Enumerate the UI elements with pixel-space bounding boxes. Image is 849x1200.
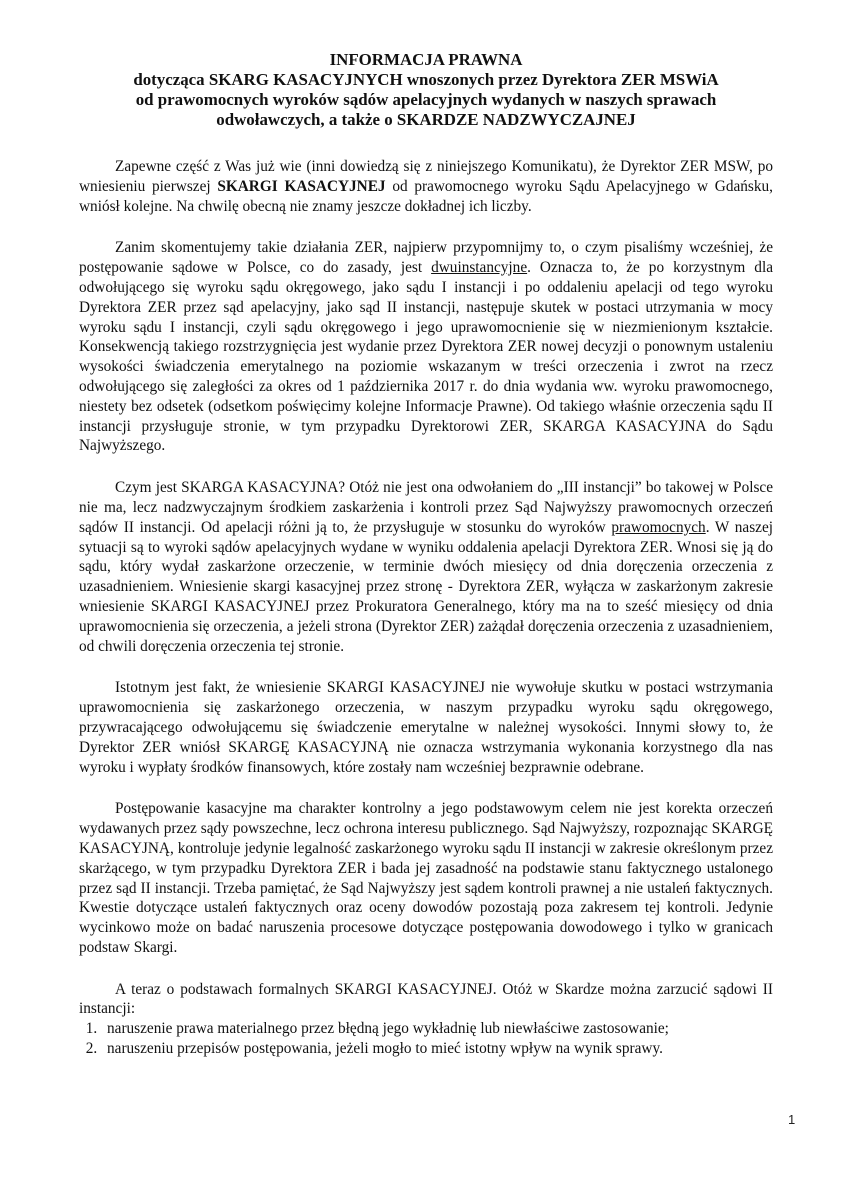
paragraph-1 [79, 157, 773, 216]
paragraph-2-text-a: Zanim skomentujemy takie działania ZER, najpierw przypomnijmy to, o czym pisaliśmy wcześniej, że postępowanie sądowe w Polsce, co do zasady, jest [79, 239, 773, 277]
paragraph-2-underlined: dwuinstancyjne [431, 259, 528, 277]
paragraph-3 [79, 478, 773, 656]
document-body [79, 157, 773, 1059]
grounds-list [79, 1019, 773, 1059]
title-line-2: dotycząca SKARG KASACYJNYCH wnoszonych przez Dyrektora ZER MSWiA [133, 70, 719, 89]
document-page [79, 50, 773, 1059]
list-item: 2. naruszeniu przepisów postępowania, jeżeli mogło to mieć istotny wpływ na wynik sprawy. [101, 1039, 773, 1059]
list-item: 1. naruszenie prawa materialnego przez błędną jego wykładnię lub niewłaściwe zastosowanie; [101, 1019, 773, 1039]
paragraph-1-text-c: od prawomocnego wyroku Sądu Apelacyjnego w Gdańsku, wniósł kolejne. Na chwilę obecną nie znamy jeszcze dokładnej ich liczby. [79, 177, 773, 215]
paragraph-3-text-b: . W naszej sytuacji są to wyroki sądów apelacyjnych wydane w wyniku oddalenia apelacji Dyrektora ZER. Wnosi się ją do sądu, który wydał zaskarżone orzeczenie, w terminie dwóch miesięcy od dnia doręczenia orzeczenia z uzasadnieniem. Wniesienie skargi kasacyjnej przez stronę - Dyrektora ZER, wyłącza w zaskarżonym zakresie wniesienie SKARGI KASACYJNEJ przez Prokuratora Generalnego, który ma na to sześć miesięcy od dnia uprawomocnienia się orzeczenia, a jeżeli strona (Dyrektor ZER) zażądał doręczenia orzeczenia z uzasadnieniem, od chwili doręczenia orzeczenia tej stronie. [79, 518, 773, 655]
paragraph-4: Istotnym jest fakt, że wniesienie SKARGI KASACYJNEJ nie wywołuje skutku w postaci wstrzymania uprawomocnienia się zaskarżonego orzeczenia, w naszym przypadku wyroku sądu okręgowego, przywracającego odwołującemu się świadczenie emerytalne w należnej wysokości. Innymi słowy to, że Dyrektor ZER wniósł SKARGĘ KASACYJNĄ nie oznacza wstrzymania wykonania korzystnego dla nas wyroku i wypłaty środków finansowych, które zostały nam wcześniej bezprawnie odebrane. [79, 679, 773, 776]
paragraph-2 [79, 238, 773, 456]
page-number: 1 [788, 1112, 796, 1127]
paragraph-1-text-a: Zapewne część z Was już wie (inni dowiedzą się z niniejszego Komunikatu), że Dyrektor ZER MSW, po wniesieniu pierwszej [79, 158, 773, 195]
paragraph-5: Postępowanie kasacyjne ma charakter kontrolny a jego podstawowym celem nie jest korekta orzeczeń wydawanych przez sądy powszechne, lecz ochrona interesu publicznego. Sąd Najwyższy, rozpoznając SKARGĘ KASACYJNĄ, kontroluje jedynie legalność zaskarżonego wyroku sądu II instancji w zakresie określonym przez skarżącego, w tym przypadku Dyrektora ZER i bada jej zasadność na podstawie stanu faktycznego ustalonego przez sąd II instancji. Trzeba pamiętać, że Sąd Najwyższy jest sądem kontroli prawnej a nie ustaleń faktycznych. Kwestie dotyczące ustaleń faktycznych oraz oceny dowodów pozostają poza zakresem tej kontroli. Jedynie wycinkowo może on badać naruszenia procesowe dotyczące postępowania dowodowego i tylko w granicach podstaw Skargi. [79, 800, 773, 956]
paragraph-1-bold: SKARGI KASACYJNEJ [217, 177, 386, 195]
title-line-4: odwoławczych, a także o SKARDZE NADZWYCZAJNEJ [216, 110, 636, 129]
document-title [79, 50, 773, 130]
title-line-3: od prawomocnych wyroków sądów apelacyjnych wydanych w naszych sprawach [135, 90, 717, 109]
paragraph-6: A teraz o podstawach formalnych SKARGI KASACYJNEJ. Otóż w Skardze można zarzucić sądowi II instancji: [79, 980, 773, 1018]
paragraph-3-underlined: prawomocnych [611, 518, 706, 536]
paragraph-2-text-b: . Oznacza to, że po korzystnym dla odwołującego się wyroku sądu okręgowego, jako sądu I instancji i po oddaleniu apelacji od tego wyroku Dyrektora ZER przez sąd apelacyjny, jako sąd II instancji, następuje skutek w postaci utrzymania w mocy wyroku sądu I instancji, czyli sądu okręgowego i jego uprawomocnienie się w niezmienionym kształcie. Konsekwencją takiego rozstrzygnięcia jest wydanie przez Dyrektora ZER nowej decyzji o ponownym ustaleniu wysokości świadczenia emerytalnego na poziomie wskazanym w treści orzeczenia i zwrot na rzecz odwołującego się zaległości za okres od 1 października 2017 r. do dnia wydania ww. wyroku prawomocnego, niestety bez odsetek (odsetkom poświęcimy kolejne Informacje Prawne). Od takiego właśnie orzeczenia sądu II instancji przysługuje stronie, w tym przypadku Dyrektorowi ZER, SKARGA KASACYJNA do Sądu Najwyższego. [79, 259, 773, 455]
title-line-1: INFORMACJA PRAWNA [329, 50, 523, 69]
paragraph-3-text-a: Czym jest SKARGA KASACYJNA? Otóż nie jest ona odwołaniem do „III instancji” bo takowej w Polsce nie ma, lecz nadzwyczajnym środkiem zaskarżenia i kontroli przez Sąd Najwyższy prawomocnych orzeczeń sądów II instancji. Od apelacji różni ją to, że przysługuje w stosunku do wyroków [79, 479, 773, 536]
